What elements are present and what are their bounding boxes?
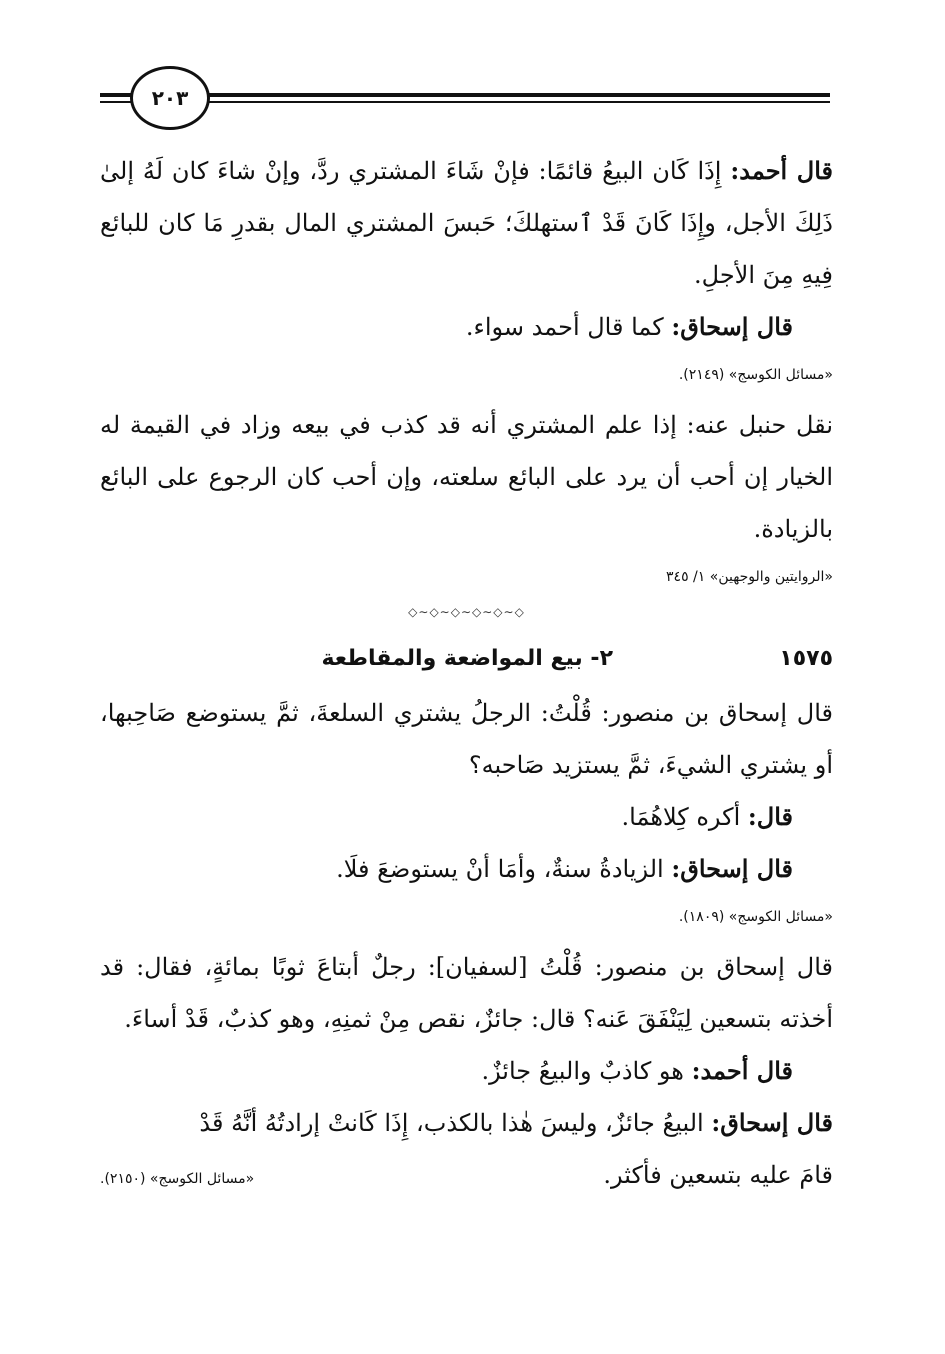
answer-text-continued: قامَ عليه بتسعين فأكثر. (603, 1161, 833, 1189)
speaker-label: قال أحمد: (691, 1056, 793, 1085)
answer-text: الزيادةُ سنةٌ، وأمَا أنْ يستوضعَ فلَا. (336, 855, 664, 883)
page-header (100, 68, 830, 128)
ishaq-question (100, 687, 833, 791)
speaker-label: قال أحمد: (730, 156, 834, 185)
narration-text: نقل حنبل عنه: إذا علم المشتري أنه قد كذب في بيعه وزاد في القيمة له الخيار إن أحب أن يرد على البائع سلعته، وإن أحب كان الرجوع على البائع بالزيادة. (100, 411, 833, 543)
answer-text: هو كاذبٌ والبيعُ جائزٌ. (481, 1057, 684, 1085)
answer-text: كما قال أحمد سواء. (465, 313, 664, 341)
speaker-label: قال إسحاق: (671, 854, 793, 883)
speaker-label: قال: (747, 802, 793, 831)
ishaq-answer (100, 301, 833, 353)
page-number: ٢٠٣ (130, 66, 210, 130)
final-line (100, 1149, 833, 1201)
ahmad-answer (100, 1045, 833, 1097)
ahmad-answer (100, 145, 833, 301)
ishaq-answer (100, 843, 833, 895)
ishaq-question (100, 941, 833, 1045)
qala-answer (100, 791, 833, 843)
answer-text: البيعُ جائزٌ، وليسَ هٰذا بالكذب، إِذَا كَانتْ إرادتُهُ أنَّهُ قَدْ (199, 1109, 704, 1137)
section-heading (100, 635, 833, 683)
section-divider-ornament: ◇∽◇∽◇∽◇∽◇∽◇ (408, 605, 525, 619)
answer-text: أكره كِلاهُمَا. (621, 803, 741, 831)
source-citation: «مسائل الكوسج» (٢١٥٠). (100, 1171, 255, 1187)
hanbal-narration (100, 399, 833, 555)
page-body (100, 145, 833, 1201)
issue-number: ١٥٧٥ (779, 646, 833, 671)
question-text: قال إسحاق بن منصور: قُلْتُ [لسفيان]: رجلٌ أبتاعَ ثوبًا بمائةٍ، فقال: قد أخذته بتسعين لِيَنْفَقَ عَنه؟ قال: جائزٌ، نقص مِنْ ثمنِهِ، وهو كذبٌ، قَدْ أساءَ. (100, 953, 833, 1033)
section-title: ٢- بيع المواضعة والمقاطعة (321, 646, 613, 671)
ishaq-answer (100, 1097, 833, 1149)
source-citation: «الروايتين والوجهين» ١/ ٣٤٥ (666, 569, 833, 585)
speaker-label: قال إسحاق: (671, 312, 793, 341)
question-text: قال إسحاق بن منصور: قُلْتُ: الرجلُ يشتري السلعةَ، ثمَّ يستوضع صَاحِبها، أو يشتري الشيءَ، ثمَّ يستزيد صَاحبه؟ (100, 699, 833, 779)
speaker-label: قال إسحاق: (711, 1108, 833, 1137)
answer-text: إِذَا كَان البيعُ قائمًا: فإنْ شَاءَ المشتري ردَّ، وإنْ شاءَ كان لَهُ إلىٰ ذَلِكَ الأجل، وإِذَا كَانَ قَدْ ٱستهلكَ؛ حَبسَ المشتري المال بقدرِ مَا كان للبائع فِيهِ مِنَ الأجلِ. (100, 157, 833, 289)
source-citation: «مسائل الكوسج» (١٨٠٩). (678, 909, 833, 925)
source-citation: «مسائل الكوسج» (٢١٤٩). (678, 367, 833, 383)
